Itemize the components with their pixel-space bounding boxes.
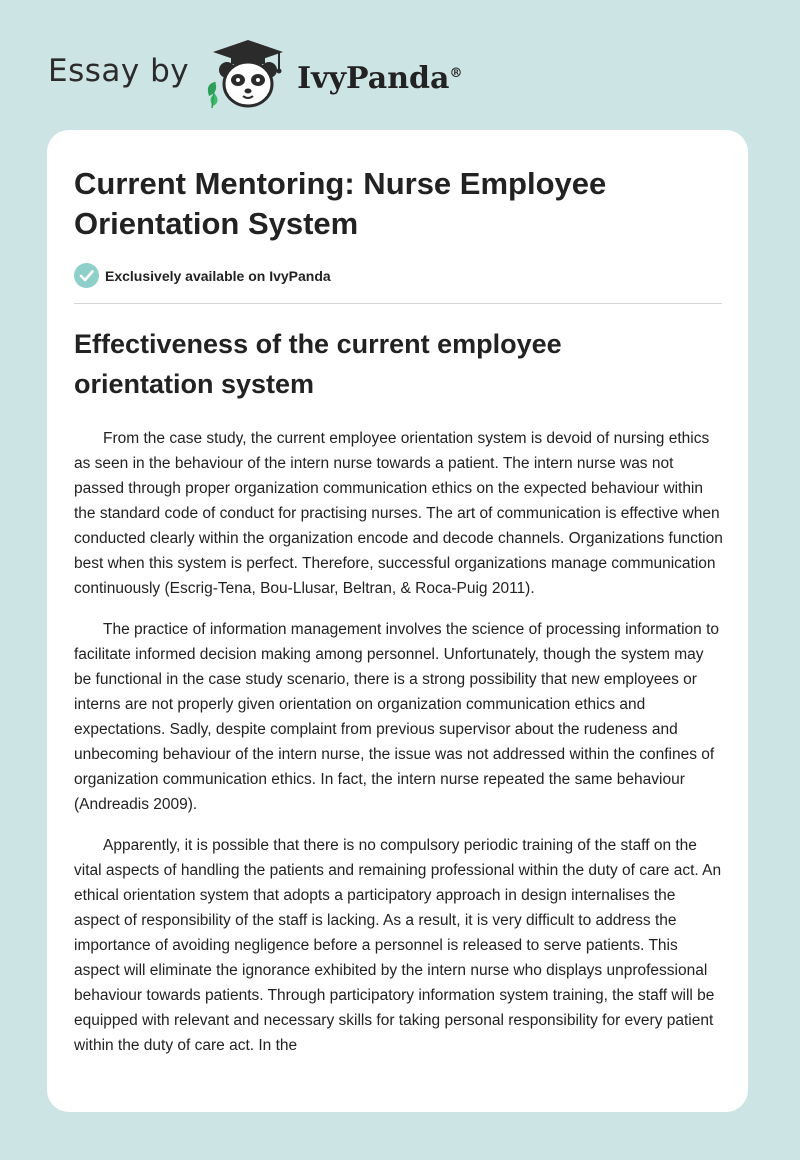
exclusive-badge-label: Exclusively available on IvyPanda xyxy=(105,267,331,284)
brand-name: IvyPanda® xyxy=(297,60,463,96)
essay-title: Current Mentoring: Nurse Employee Orientation System xyxy=(74,166,607,241)
site-logo[interactable] xyxy=(48,36,462,112)
essay-card xyxy=(47,130,748,1112)
check-circle-icon xyxy=(74,263,99,288)
paragraph: The practice of information management involves the science of processing information to facilitate informed decision making among personnel. Unfortunately, though the system may be functional in the case study scenario, there is a strong possibility that new employees or interns are not properly given orientation on organization communication ethics and expectations. Sadly, despite complaint from previous supervisor about the rudeness and unbecoming behaviour of the intern nurse, the issue was not addressed within the confines of organization communication ethics. In fact, the intern nurse repeated the same behaviour (Andreadis 2009). xyxy=(74,621,720,813)
divider xyxy=(74,303,722,304)
exclusive-badge xyxy=(74,263,331,288)
section-heading: Effectiveness of the current employee orientation system xyxy=(74,329,562,399)
paragraph: From the case study, the current employee orientation system is devoid of nursing ethics as seen in the behaviour of the intern nurse towards a patient. The intern nurse was not passed through proper organization communication ethics on the expected behaviour within the standard code of conduct for practising nurses. The art of communication is effective when conducted clearly within the organization encode and decode channels. Organizations function best when this system is perfect. Therefore, successful organizations manage communication continuously (Escrig-Tena, Bou-Llusar, Beltran, & Roca-Puig 2011). xyxy=(74,430,723,597)
essay-by-label: Essay by xyxy=(48,53,190,89)
panda-graduate-logo-icon xyxy=(203,36,293,112)
registered-mark: ® xyxy=(449,65,463,81)
paragraph: Apparently, it is possible that there is no compulsory periodic training of the staff on the vital aspects of handling the patients and remaining professional within the duty of care act. An ethical orientation system that adopts a participatory approach in design internalises the aspect of responsibility of the staff is lacking. As a result, it is very difficult to address the importance of avoiding negligence before a personnel is released to serve patients. This aspect will eliminate the ignorance exhibited by the intern nurse who displays unprofessional behaviour towards patients. Through participatory information system training, the staff will be equipped with relevant and necessary skills for taking personal responsibility for every patient within the duty of care act. In the xyxy=(74,837,722,1054)
essay-body xyxy=(74,426,724,1074)
